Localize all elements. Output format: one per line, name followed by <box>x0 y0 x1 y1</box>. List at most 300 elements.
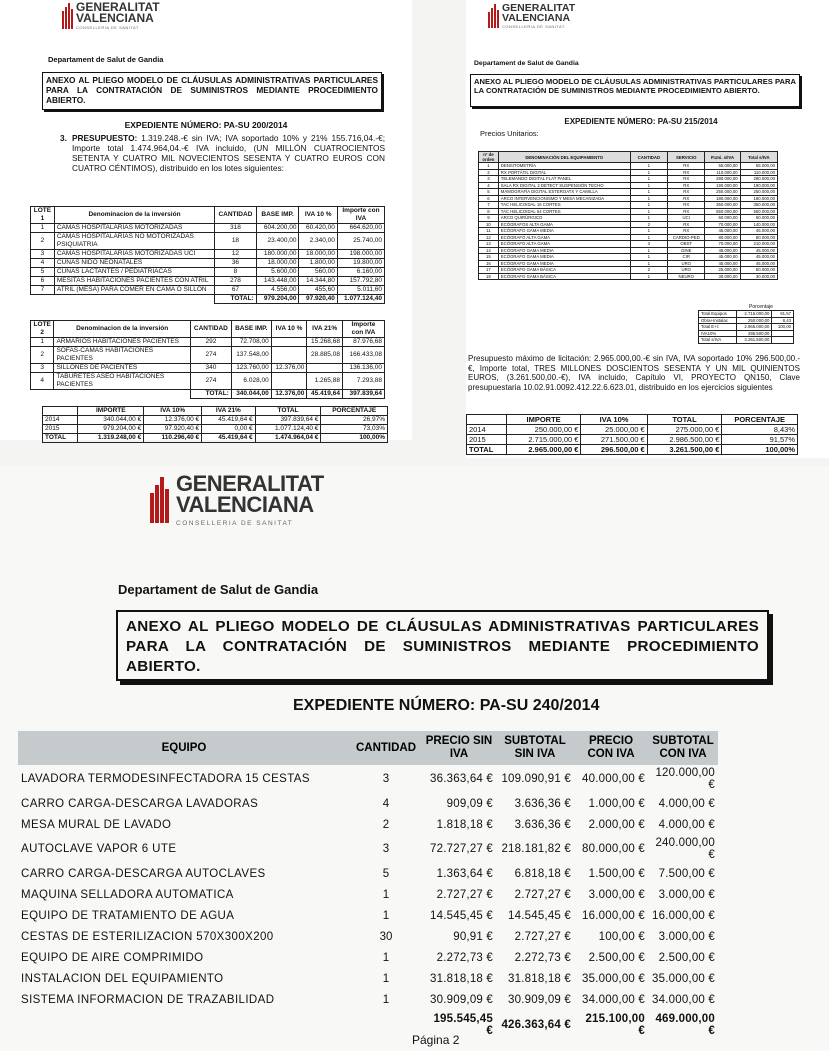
column-header: Denominacion de la inversión <box>54 321 191 338</box>
table-cell: 2015 <box>43 425 78 434</box>
annex-text: ANEXO AL PLIEGO MODELO DE CLÁUSULAS ADMINISTRATIVAS PARTICULARES PARA LA CONTRATACIÓN DE SUMINISTROS MEDIANTE PROCEDIMIENTO ABIERTO. <box>46 75 378 105</box>
table-cell: 2.986.500,00 € <box>647 435 722 445</box>
table-cell: ECÓGRAFO GAMA MEDIA <box>498 254 630 261</box>
table-cell: Total s/IVA <box>699 337 737 344</box>
table-cell: CIR <box>668 254 705 261</box>
table-cell: Total E+I: <box>699 324 737 331</box>
table-cell: GINE <box>668 247 705 254</box>
table-cell: 4 <box>479 182 499 189</box>
table-cell <box>772 337 794 344</box>
column-header: BASE IMP. <box>256 207 299 224</box>
table-cell: 36.363,64 € <box>430 773 493 785</box>
table-cell: 31.818,18 € <box>430 973 493 986</box>
table-cell: CAMAS HOSPITALARIAS MOTORIZADAS UCI <box>54 250 214 259</box>
table-cell: 1.319.248,00 € <box>78 434 144 443</box>
table-cell: 18 <box>215 233 257 250</box>
table-cell: 157.792,80 <box>337 277 384 286</box>
table-row <box>31 233 385 250</box>
table-cell: 4 <box>31 373 54 390</box>
table-cell: TELEMANDO DIGITAL FLAT PANEL <box>498 176 630 183</box>
table-cell: 2 <box>630 267 667 274</box>
table-cell: 3.261.500,00 <box>736 337 772 344</box>
table-cell: OBST <box>668 241 705 248</box>
table-cell: 8 <box>479 208 499 215</box>
table-cell: 1.474.964,04 € <box>255 434 321 443</box>
table-cell: 28.885,08 <box>307 347 343 364</box>
table-cell: 664.620,00 <box>337 224 384 233</box>
table-cell: 17 <box>479 267 499 274</box>
table-cell: 12 <box>479 234 499 241</box>
table-cell: 6 <box>31 277 55 286</box>
table-cell: 30.000,00 <box>705 273 740 280</box>
table-cell: 12 <box>215 250 257 259</box>
logo-sub: CONSELLERIA DE SANITAT <box>502 23 565 29</box>
table-cell: 6.028,00 <box>231 373 271 390</box>
table-cell: 1 <box>630 215 667 222</box>
table-cell: 4.000,00 € <box>658 818 715 831</box>
table-cell: 1.500,00 € <box>588 867 645 880</box>
equipment-row <box>18 969 718 990</box>
table-cell: TOTAL <box>43 434 78 443</box>
table-cell: 45.419,64 € <box>202 434 255 443</box>
table-cell: 1 <box>630 189 667 196</box>
table-cell: 250.000,00 <box>736 317 772 324</box>
table-cell: 1 <box>630 202 667 209</box>
logo-line1: GENERALITAT <box>176 471 324 496</box>
table-cell: 1 <box>630 247 667 254</box>
table-cell: 12.376,00 <box>271 364 307 373</box>
table-cell: 1.363,64 € <box>436 867 493 880</box>
equipment-row <box>18 835 718 863</box>
table-row <box>31 286 385 295</box>
table-cell: 292 <box>190 338 231 347</box>
column-header: IVA 21% <box>307 321 343 338</box>
table-cell: 2014 <box>467 425 507 435</box>
table-cell: 1 <box>630 254 667 261</box>
table-cell: 3 <box>382 773 390 785</box>
table-cell: 1 <box>630 195 667 202</box>
equipment-row <box>18 948 718 969</box>
column-header: LOTE 2 <box>31 321 54 338</box>
column-header: SUBTOTAL SIN IVA <box>496 731 574 765</box>
table-cell <box>31 295 55 304</box>
table-cell: 397.839,64 <box>342 390 384 399</box>
table-row <box>43 416 388 425</box>
table-cell: 36 <box>215 259 257 268</box>
table-cell: 4.000,00 € <box>658 797 715 810</box>
table-cell: 25.740,00 <box>337 233 384 250</box>
table-cell: 397.839,64 € <box>255 416 321 425</box>
logo <box>488 4 575 29</box>
table-cell: 3.261.500,00 € <box>647 445 722 455</box>
column-header: CANTIDAD <box>215 207 257 224</box>
expediente: EXPEDIENTE NÚMERO: PA-SU 215/2014 <box>564 117 718 126</box>
table-cell: 97.920,40 € <box>144 425 202 434</box>
table-cell: ARMARIOS HABITACIONES PACIENTES <box>54 338 191 347</box>
table-cell: 73,03% <box>321 425 388 434</box>
table-cell: EQUIPO DE TRATAMIENTO DE AGUA <box>21 909 235 922</box>
column-header: DENOMINACIÓN DEL EQUIPAMIENTO <box>498 152 630 163</box>
table-cell: 3.636,36 € <box>514 818 571 831</box>
document-pa-su-215 <box>466 0 829 458</box>
expediente: EXPEDIENTE NÚMERO: PA-SU 240/2014 <box>293 697 600 714</box>
table-cell: 110.296,40 € <box>144 434 202 443</box>
table-cell: 350.000,00 <box>740 202 777 209</box>
table-cell: 80.000,00 € <box>582 843 645 856</box>
table-cell: 19.800,00 <box>337 259 384 268</box>
table-cell: 340 <box>190 364 231 373</box>
table-cell: 2.727,27 € <box>514 931 571 944</box>
table-row <box>31 338 385 347</box>
column-header: CANTIDAD <box>350 731 422 765</box>
table-cell: RX <box>668 163 705 170</box>
table-cell: 6.160,00 <box>337 268 384 277</box>
column-header: IVA 10 % <box>299 207 337 224</box>
table-cell: 9 <box>479 215 499 222</box>
table-cell: 100,00 <box>772 324 794 331</box>
table-cell: 12.376,00 <box>271 390 307 399</box>
logo <box>150 471 324 527</box>
table-cell: 1 <box>31 224 55 233</box>
table-cell: DENSITOMETRÍA <box>498 163 630 170</box>
table-cell: 1 <box>630 273 667 280</box>
table-cell: 30 <box>379 931 393 944</box>
table-cell: 97.920,40 <box>299 295 337 304</box>
table-cell: 7.293,88 <box>342 373 384 390</box>
presupuesto: 3. PRESUPUESTO: 1.319.248.-€ sin IVA; IVA soportado 10% y 21% 155.716,04.-€; Importe total 1.474.964,04.-€ IVA incluido, (UN MILLÓN CUATROCIENTOS SETENTA Y CUATRO MIL NOVECIENTOS SESENTA Y CUATRO EUROS CON CUATRO CÉNTIMOS), distribuido en los lotes siguientes: <box>60 133 386 173</box>
equipment-row <box>18 884 718 905</box>
table-cell: 190.000,00 <box>705 182 740 189</box>
table-cell: 550.000,00 <box>740 208 777 215</box>
table-cell: 1 <box>630 228 667 235</box>
table-cell: 60.000,00 <box>705 215 740 222</box>
table-cell: 45.000,00 <box>705 228 740 235</box>
table-cell: 218.181,82 € <box>501 843 571 856</box>
table-cell: 469.000,00 € <box>655 1012 715 1037</box>
table-cell: RX <box>668 202 705 209</box>
table-cell: EQUIPO DE AIRE COMPRIMIDO <box>21 952 204 965</box>
table-cell: 5.011,60 <box>337 286 384 295</box>
table-row <box>467 425 798 435</box>
table-cell: ECÓGRAFO GAMA MEDIA <box>498 247 630 254</box>
table-cell: ECÓGRAFO GAMA BÁSICA <box>498 267 630 274</box>
table-cell: URO <box>668 260 705 267</box>
table-cell: 1 <box>630 176 667 183</box>
table-cell: 100,00% <box>321 434 388 443</box>
table-cell: 2 <box>382 818 390 831</box>
table-cell: 250.000,00 € <box>506 425 581 435</box>
column-header: PORCENTAJE <box>722 415 798 425</box>
table-cell: 318 <box>215 224 257 233</box>
table-cell: 909,09 € <box>446 797 493 810</box>
table-cell: 90,91 € <box>453 931 493 944</box>
table-cell: 30.000,00 <box>740 273 777 280</box>
equipment-row <box>18 765 718 793</box>
annex-text: ANEXO AL PLIEGO MODELO DE CLÁUSULAS ADMINISTRATIVAS PARTICULARES PARA LA CONTRATACIÓN DE SUMINISTROS MEDIANTE PROCEDIMIENTO ABIERTO. <box>126 618 759 675</box>
column-header: LOTE 1 <box>31 207 55 224</box>
table-cell: 1 <box>382 973 390 986</box>
table-cell: 2.340,00 <box>299 233 337 250</box>
table-cell: 278 <box>215 277 257 286</box>
table-row <box>699 324 794 331</box>
table-row <box>31 347 385 364</box>
logo <box>62 2 160 30</box>
table-cell: 5 <box>479 189 499 196</box>
table-cell: 550.000,00 <box>705 208 740 215</box>
table-row <box>31 259 385 268</box>
table-cell: 180.000,00 <box>740 195 777 202</box>
logo-mark <box>62 3 73 29</box>
table-cell <box>271 347 307 364</box>
table-cell: RX <box>668 195 705 202</box>
table-cell: 2.715.000,00 <box>736 311 772 318</box>
table-cell: 2 <box>630 221 667 228</box>
column-header <box>467 415 507 425</box>
table-cell: 2.727,27 € <box>514 888 571 901</box>
table-cell: 340.044,00 € <box>78 416 144 425</box>
table-cell: 426.363,64 € <box>501 1018 571 1031</box>
table-cell: 45.000,00 <box>740 260 777 267</box>
table-cell: 3.000,00 € <box>658 888 715 901</box>
table-cell <box>54 295 214 304</box>
column-header <box>43 407 78 416</box>
table-cell: 136.136,00 <box>342 364 384 373</box>
table-cell: 2 <box>479 169 499 176</box>
table-cell: ECÓGRAFO GAMA BÁSICA <box>498 273 630 280</box>
table-cell: TOTAL: <box>215 295 257 304</box>
table-cell: 110.000,00 <box>705 169 740 176</box>
table-cell: 1.265,88 <box>307 373 343 390</box>
table-cell: 1.000,00 € <box>588 797 645 810</box>
table-cell: RX <box>668 208 705 215</box>
table-cell: RX <box>668 189 705 196</box>
table-cell: 100,00% <box>722 445 798 455</box>
table-cell: CAMAS HOSPITALARIAS MOTORIZADAS <box>54 224 214 233</box>
table-cell: 16 <box>479 260 499 267</box>
table-cell: 91,57 <box>772 311 794 318</box>
column-header: SUBTOTAL CON IVA <box>648 731 718 765</box>
table-cell: 100,00 € <box>598 931 645 944</box>
table-cell: 1 <box>630 208 667 215</box>
column-header: TOTAL <box>647 415 722 425</box>
table-cell: SISTEMA INFORMACION DE TRAZABILIDAD <box>21 994 275 1007</box>
column-header: IVA 10 % <box>271 321 307 338</box>
table-cell: 120.000,00 € <box>655 767 715 791</box>
table-cell: 1.818,18 € <box>436 818 493 831</box>
table-cell: 11 <box>479 228 499 235</box>
table-cell: RX <box>668 228 705 235</box>
table-row <box>43 434 388 443</box>
table-cell: 34.000,00 € <box>652 994 715 1007</box>
table-cell: 180.000,00 <box>705 195 740 202</box>
logo-line1: GENERALITAT <box>76 0 160 14</box>
table-cell: 8,43% <box>722 425 798 435</box>
table-cell: CUNAS LACTANTES / PEDIATRIACAS <box>54 268 214 277</box>
table-cell: 1.077.124,40 <box>337 295 384 304</box>
table-row <box>467 445 798 455</box>
column-header: TOTAL <box>255 407 321 416</box>
table-cell: 210.000,00 <box>740 241 777 248</box>
table-cell: 296.500,00 € <box>581 445 647 455</box>
table-cell: 3 <box>630 241 667 248</box>
table-cell: TAC HELICOIDAL 64 CORTES <box>498 208 630 215</box>
table-cell: TOTAL: <box>190 390 231 399</box>
table-cell: 30.909,09 € <box>508 994 571 1007</box>
table-cell: 1 <box>479 163 499 170</box>
table-cell: 45.000,00 <box>705 254 740 261</box>
table-cell: 45.419,64 <box>307 390 343 399</box>
table-cell: 110.000,00 <box>740 169 777 176</box>
table-cell <box>18 1011 350 1039</box>
table-cell: SILLONES DE PACIENTES <box>54 364 191 373</box>
table-cell: 455,60 <box>299 286 337 295</box>
table-cell: 140.000,00 <box>740 221 777 228</box>
table-cell: 5 <box>382 867 390 880</box>
table-cell: 35.000,00 € <box>652 973 715 986</box>
table-cell: 3 <box>382 843 390 856</box>
table-cell <box>54 390 191 399</box>
table-cell: 34.000,00 € <box>582 994 645 1007</box>
table-cell: 10 <box>479 221 499 228</box>
table-cell: RX PORTÁTIL DIGITAL <box>498 169 630 176</box>
column-header: CANTIDAD <box>630 152 667 163</box>
table-cell: 18.000,00 <box>299 250 337 259</box>
table-cell: ECÓGRAFOS ALTA GAMA <box>498 221 630 228</box>
table-cell: 45.000,00 <box>740 247 777 254</box>
table-cell: 1.800,00 <box>299 259 337 268</box>
table-cell: 123.760,00 <box>231 364 271 373</box>
table-cell: CUNAS NIDO NEONATALES <box>54 259 214 268</box>
column-header: IMPORTE <box>506 415 581 425</box>
table-cell: 143.448,00 <box>256 277 299 286</box>
table-cell: 6 <box>479 195 499 202</box>
table-cell: 6.818,18 € <box>514 867 571 880</box>
table-cell: 1 <box>382 952 390 965</box>
table-row <box>31 268 385 277</box>
unit-totals-table <box>698 310 794 344</box>
table-cell: 18.000,00 <box>256 259 299 268</box>
table-cell: 2 <box>31 233 55 250</box>
table-cell: SALA RX DIGITAL 2 DETECT SUSPENSIÓN TECHO <box>498 182 630 189</box>
table-cell: 296.500,00 <box>736 330 772 337</box>
table-cell: ARCO QUIRÚRGICO <box>498 215 630 222</box>
equipment-table <box>18 731 718 1039</box>
table-cell: ECÓGRAFO ALTA GAMA <box>498 241 630 248</box>
table-cell <box>31 390 54 399</box>
table-cell: 109.090,91 € <box>501 773 571 785</box>
table-cell: 13 <box>479 241 499 248</box>
table-cell: 3.000,00 € <box>658 931 715 944</box>
table-cell: 250.000,00 <box>705 189 740 196</box>
table-cell: 14.344,80 <box>299 277 337 286</box>
table-cell: 979.204,00 € <box>78 425 144 434</box>
logo-line2: VALENCIANA <box>502 11 571 24</box>
table-cell: 18 <box>479 273 499 280</box>
table-cell: 26,97% <box>321 416 388 425</box>
table-cell: 1 <box>630 163 667 170</box>
column-header: Importe con IVA <box>337 207 384 224</box>
table-cell: 1 <box>31 338 54 347</box>
table-cell: 31.818,18 € <box>508 973 571 986</box>
table-cell: RX <box>668 176 705 183</box>
table-cell: 5 <box>31 268 55 277</box>
table-cell: 137.548,00 <box>231 347 271 364</box>
table-cell: 215.100,00 € <box>585 1012 645 1037</box>
table-cell: 275.000,00 € <box>647 425 722 435</box>
table-cell <box>307 364 343 373</box>
table-row <box>467 435 798 445</box>
table-cell: 1.077.124,40 € <box>255 425 321 434</box>
table-cell: 3.000,00 € <box>588 888 645 901</box>
table-cell: 67 <box>215 286 257 295</box>
table-row <box>479 273 778 280</box>
table-cell: 3 <box>31 364 54 373</box>
table-cell: RX <box>668 169 705 176</box>
table-cell: 16.000,00 € <box>652 909 715 922</box>
table-cell: MAQUINA SELLADORA AUTOMATICA <box>21 888 234 901</box>
logo-sub: CONSELLERIA DE SANITAT <box>76 24 139 30</box>
column-header: PRECIO SIN IVA <box>422 731 496 765</box>
table-cell: CARRO CARGA-DESCARGA AUTOCLAVES <box>21 867 266 880</box>
table-cell: MESA MURAL DE LAVADO <box>21 818 172 831</box>
column-header: CANTIDAD <box>190 321 231 338</box>
table-cell: 80.000,00 <box>740 234 777 241</box>
table-cell: 560,00 <box>299 268 337 277</box>
table-cell <box>271 338 307 347</box>
table-cell: 2.272,73 € <box>436 952 493 965</box>
table-cell: 40.000,00 € <box>582 773 645 785</box>
table-cell: 45.000,00 <box>705 247 740 254</box>
table-cell: IVA10% <box>699 330 737 337</box>
table-cell: 55.000,00 <box>705 163 740 170</box>
table-cell: INSTALACION DEL EQUIPAMIENTO <box>21 973 224 986</box>
logo-line1: GENERALITAT <box>502 2 576 14</box>
table-cell: 2.000,00 € <box>588 818 645 831</box>
table-cell: Obra+Instalac <box>699 317 737 324</box>
table-cell: 60.000,00 <box>740 215 777 222</box>
table-cell: TABURETES ASEO HABITACIONES PACIENTES <box>54 373 191 390</box>
table-cell: 3.636,36 € <box>514 797 571 810</box>
table-cell: 25.000,00 € <box>581 425 647 435</box>
logo-sub: CONSELLERIA DE SANITAT <box>176 519 294 527</box>
table-row <box>31 250 385 259</box>
table-cell: 16.000,00 € <box>582 909 645 922</box>
page-number: Página 2 <box>412 1033 460 1047</box>
table-cell: 25.000,00 <box>705 267 740 274</box>
table-cell: ECÓGRAFO ALTA GAMA <box>498 234 630 241</box>
logo-mark <box>488 4 499 28</box>
annex-text: ANEXO AL PLIEGO MODELO DE CLÁUSULAS ADMINISTRATIVAS PARTICULARES PARA LA CONTRATACIÓN DE SUMINISTROS MEDIANTE PROCEDIMIENTO ABIERTO. <box>474 77 796 95</box>
column-header: IMPORTE <box>78 407 144 416</box>
equipment-row <box>18 990 718 1011</box>
table-cell: 1 <box>630 169 667 176</box>
table-cell: 180.000,00 <box>256 250 299 259</box>
table-row <box>699 311 794 318</box>
table-cell: ATRIL (MESA) PARA COMER EN CAMA O SILLON <box>54 286 214 295</box>
equipment-row <box>18 926 718 947</box>
table-cell: 60.420,00 <box>299 224 337 233</box>
presupuesto: Presupuesto máximo de licitación: 2.965.000,00.-€ sin IVA, IVA soportado 10% 296.500,00.-€, Importe total, TRES MILLONES DOSCIENTOS SESENTA Y UN MIL QUINIENTOS EUROS, (3.261.500,00.-€), IVA incluido, Capítulo VI, PROYECTO QN150, Clave presupuestaria 10.02.91.0092.412.22.6.623.01, distribuido en los ejercicios siguientes <box>468 354 800 392</box>
table-cell: CARDIO-PED <box>668 234 705 241</box>
department: Departament de Salut de Gandia <box>474 60 579 67</box>
table-cell: 14.545,45 € <box>508 909 571 922</box>
table-cell: 5.600,00 <box>256 268 299 277</box>
table-cell: 1 <box>630 182 667 189</box>
column-header: IVA 21% <box>202 407 255 416</box>
unit-price-table <box>478 151 778 280</box>
table-cell: 70.000,00 <box>705 221 740 228</box>
table-cell: 2.500,00 € <box>658 952 715 965</box>
